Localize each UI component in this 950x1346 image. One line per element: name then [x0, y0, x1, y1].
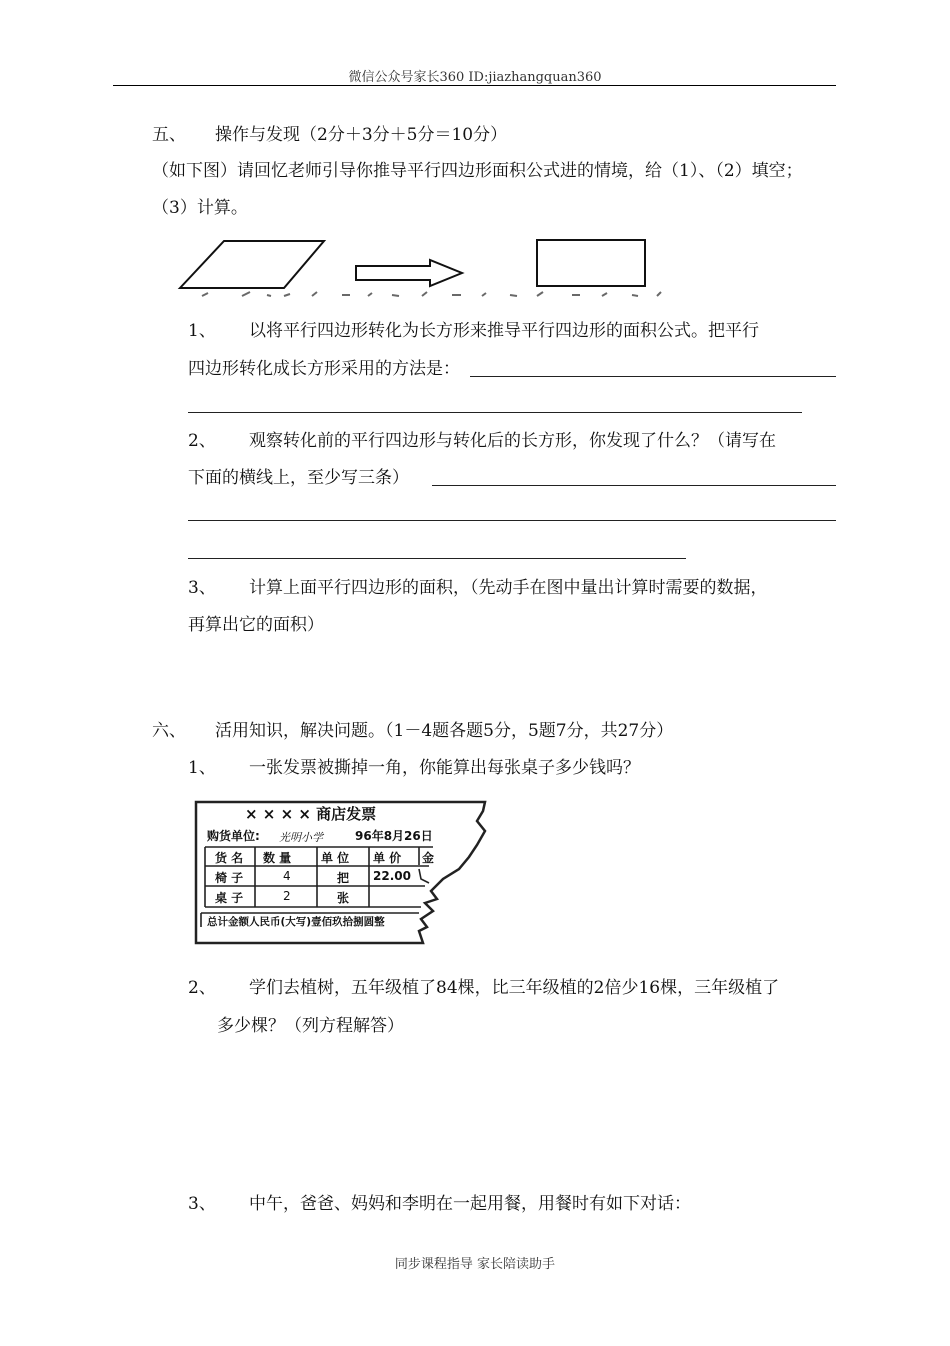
- page-footer: 同步课程指导 家长陪读助手: [394, 1257, 556, 1272]
- transform-figure: [172, 233, 672, 297]
- invoice-row1-name: 椅 子: [215, 871, 244, 885]
- section5-intro-line2: （3）计算。: [152, 198, 248, 218]
- section5-number: 五、: [152, 125, 186, 145]
- parallelogram-shape: [180, 241, 324, 288]
- s6-q2-line2: 多少棵？（列方程解答）: [217, 1016, 404, 1036]
- section5-title: 操作与发现（2分＋3分＋5分＝10分）: [215, 125, 508, 145]
- s5-q1-line1: 以将平行四边形转化为长方形来推导平行四边形的面积公式。把平行: [249, 321, 759, 341]
- s6-q3-text: 中午，爸爸、妈妈和李明在一起用餐，用餐时有如下对话：: [249, 1194, 691, 1214]
- s5-q2-line1: 观察转化前的平行四边形与转化后的长方形，你发现了什么？（请写在: [249, 431, 776, 451]
- s5-q3-line2: 再算出它的面积）: [188, 615, 324, 635]
- header-divider: [113, 85, 836, 86]
- section6-title: 活用知识，解决问题。（1－4题各题5分，5题7分，共27分）: [215, 721, 674, 741]
- invoice-row1-price: 22.00: [373, 869, 411, 883]
- invoice-date: 96年8月26日: [355, 829, 433, 843]
- s5-q1-answer-line-1[interactable]: [470, 376, 836, 377]
- invoice-buyer: 光明小学: [279, 831, 323, 844]
- s5-q2-number: 2、: [188, 431, 216, 451]
- invoice-col-price: 单 价: [373, 851, 402, 865]
- s6-q1-text: 一张发票被撕掉一角，你能算出每张桌子多少钱吗？: [249, 758, 640, 778]
- page-header: 微信公众号家长360 ID:jiazhangquan360: [348, 70, 602, 85]
- s6-q2-line1: 学们去植树，五年级植了84棵，比三年级植的2倍少16棵，三年级植了: [249, 978, 780, 998]
- s6-q3-number: 3、: [188, 1194, 216, 1214]
- s5-q3-number: 3、: [188, 578, 216, 598]
- invoice-row2-qty: 2: [283, 889, 291, 903]
- rectangle-shape: [537, 240, 645, 286]
- invoice-col-unit: 单 位: [321, 851, 350, 865]
- section6-number: 六、: [152, 721, 186, 741]
- invoice-buyer-label: 购货单位:: [207, 829, 260, 843]
- s6-q1-number: 1、: [188, 758, 216, 778]
- scan-fragment-decor: [202, 292, 661, 296]
- s5-q2-answer-line-2[interactable]: [188, 520, 836, 521]
- invoice-title: × × × × 商店发票: [245, 805, 377, 823]
- invoice-col-qty: 数 量: [263, 851, 292, 865]
- invoice-total: 总计金额人民币(大写)壹佰玖拾捌圆整: [207, 916, 385, 928]
- s6-q2-number: 2、: [188, 978, 216, 998]
- invoice-col-name: 货 名: [215, 851, 244, 865]
- s5-q2-answer-line-3[interactable]: [188, 558, 686, 559]
- invoice-col-amount: 金: [422, 851, 435, 865]
- s5-q1-line2: 四边形转化成长方形采用的方法是：: [188, 359, 460, 379]
- s5-q2-line2: 下面的横线上，至少写三条）: [188, 468, 409, 488]
- section5-intro-line1: （如下图）请回忆老师引导你推导平行四边形面积公式进的情境，给（1）、（2）填空；: [152, 161, 803, 181]
- invoice-row1-qty: 4: [283, 869, 291, 883]
- s5-q1-answer-line-2[interactable]: [188, 412, 802, 413]
- arrow-icon: [356, 260, 462, 286]
- s5-q2-answer-line-1[interactable]: [432, 485, 836, 486]
- s5-q1-number: 1、: [188, 321, 216, 341]
- s5-q3-line1: 计算上面平行四边形的面积，（先动手在图中量出计算时需要的数据，: [249, 578, 768, 598]
- torn-invoice: [193, 799, 493, 947]
- invoice-row2-name: 桌 子: [215, 891, 244, 905]
- invoice-row1-unit: 把: [337, 871, 350, 885]
- invoice-row2-unit: 张: [337, 891, 350, 905]
